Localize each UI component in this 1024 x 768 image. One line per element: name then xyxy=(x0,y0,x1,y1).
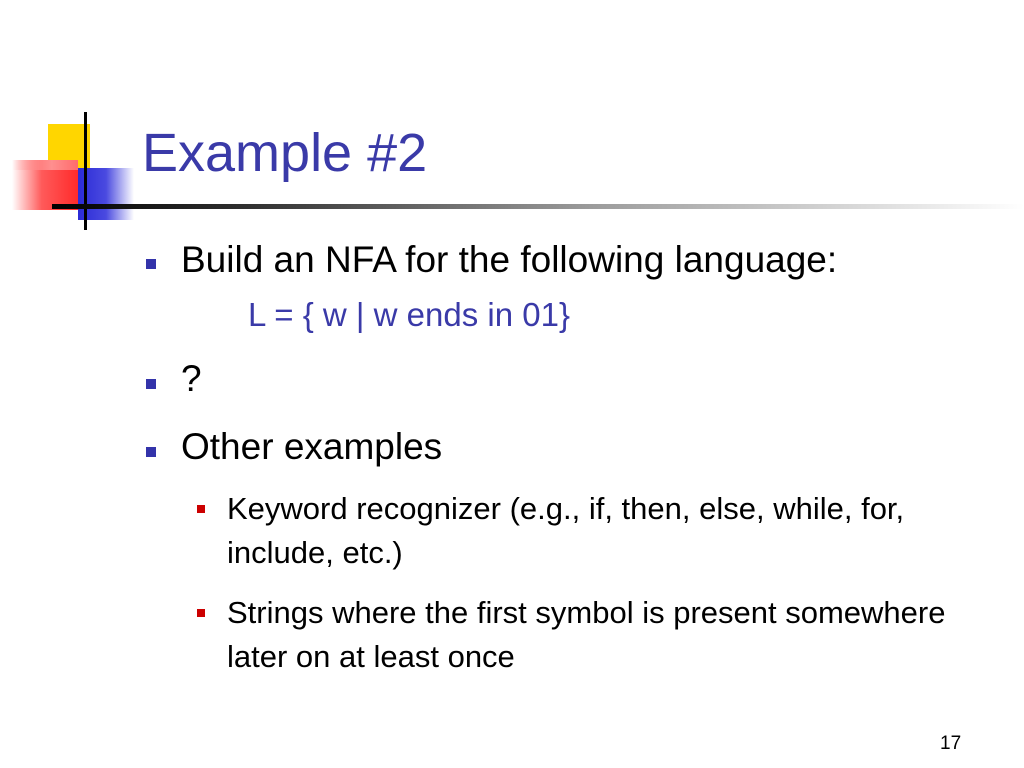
sub-bullet-text-strings: Strings where the first symbol is present somewhere later on at least once xyxy=(227,595,946,674)
title-underline xyxy=(52,204,1024,209)
bullet-marker xyxy=(146,447,156,457)
bullet-text-question: ? xyxy=(181,358,202,399)
bullet-marker xyxy=(146,379,156,389)
bullet-text-other-examples: Other examples xyxy=(181,426,443,467)
page-number: 17 xyxy=(940,733,962,754)
logo-red-highlight xyxy=(12,160,78,170)
bullet-marker xyxy=(146,259,156,269)
logo-vertical-line xyxy=(84,112,87,230)
sub-bullet-marker xyxy=(197,609,205,617)
language-formula: L = { w | w ends in 01} xyxy=(248,296,570,333)
sub-bullet-marker xyxy=(197,505,205,513)
bullet-text-build-nfa: Build an NFA for the following language: xyxy=(181,239,838,280)
slide-title: Example #2 xyxy=(142,123,428,183)
sub-bullet-text-keyword: Keyword recognizer (e.g., if, then, else, while, for, include, etc.) xyxy=(227,491,905,570)
